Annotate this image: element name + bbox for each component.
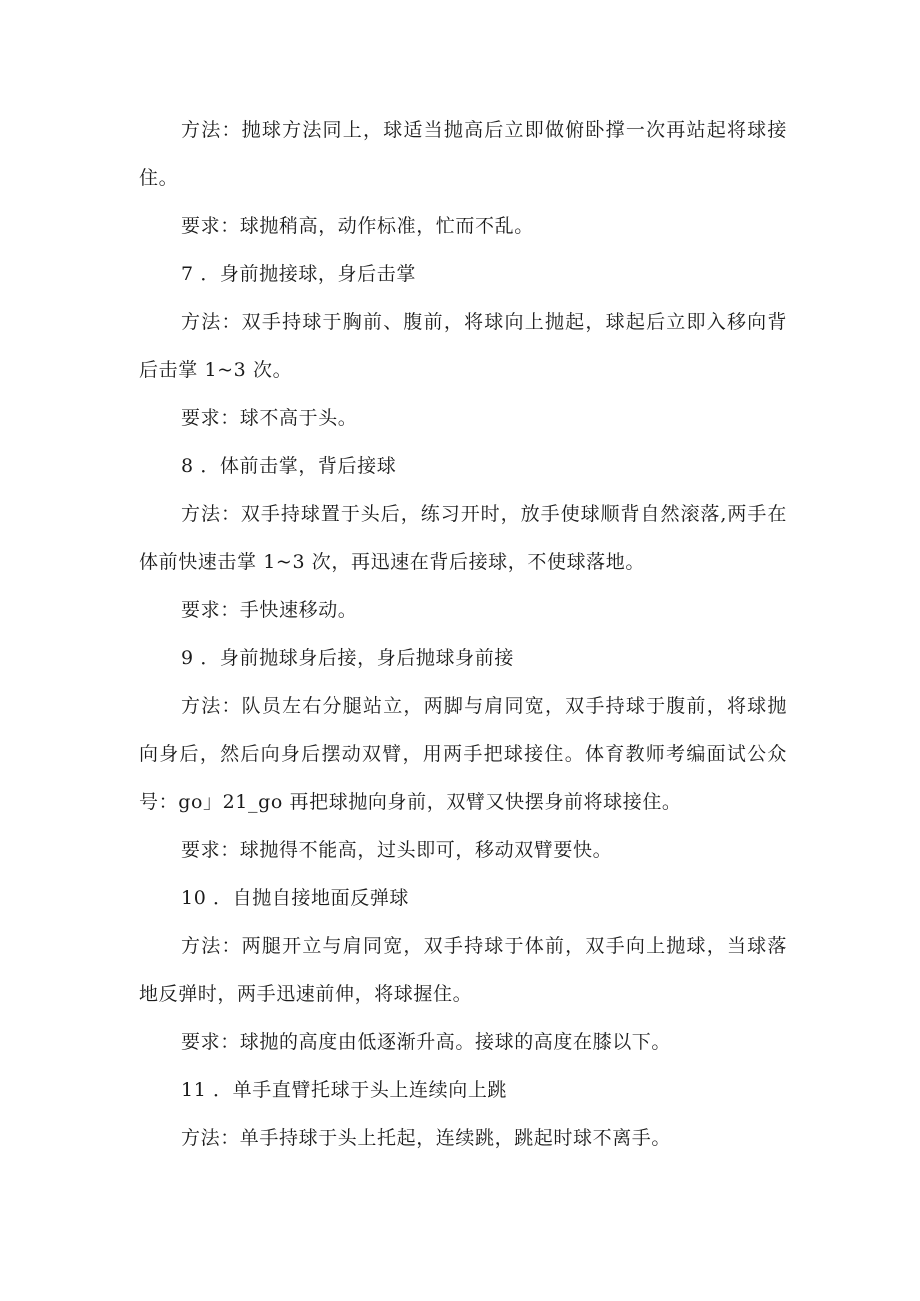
method-paragraph: 方法：抛球方法同上，球适当抛高后立即做俯卧撑一次再站起将球接住。 [139, 119, 787, 189]
method-paragraph: 方法：双手持球于胸前、腹前，将球向上抛起，球起后立即入移向背后击掌 1~3 次。 [139, 311, 787, 381]
section-heading-10: 10 ．自抛自接地面反弹球 [181, 887, 410, 909]
method-paragraph: 方法：两腿开立与肩同宽，双手持球于体前，双手向上抛球，当球落地反弹时，两手迅速前伸，将球握住。 [139, 935, 787, 1005]
requirement-paragraph: 要求：球抛得不能高，过头即可，移动双臂要快。 [181, 839, 613, 861]
method-paragraph: 方法：单手持球于头上托起，连续跳，跳起时球不离手。 [181, 1127, 672, 1149]
section-heading-7: 7 ．身前抛接球，身后击掌 [181, 263, 416, 285]
requirement-paragraph: 要求：球抛稍高，动作标准，忙而不乱。 [181, 215, 534, 237]
document-page [139, 106, 787, 1162]
requirement-paragraph: 要求：球抛的高度由低逐渐升高。接球的高度在膝以下。 [181, 1031, 672, 1053]
requirement-paragraph: 要求：手快速移动。 [181, 599, 358, 621]
section-heading-9: 9 ．身前抛球身后接，身后抛球身前接 [181, 647, 514, 669]
section-heading-8: 8 ．体前击掌，背后接球 [181, 455, 397, 477]
section-heading-11: 11 ．单手直臂托球于头上连续向上跳 [181, 1079, 508, 1101]
method-paragraph: 方法：双手持球置于头后，练习开时，放手使球顺背自然滚落,两手在体前快速击掌 1~3 次，再迅速在背后接球，不使球落地。 [139, 503, 787, 573]
method-paragraph: 方法：队员左右分腿站立，两脚与肩同宽，双手持球于腹前，将球抛向身后，然后向身后摆动双臂，用两手把球接住。体育教师考编面试公众号：go」21_go 再把球抛向身前，双臂又快摆身前将球接住。 [139, 695, 787, 813]
requirement-paragraph: 要求：球不高于头。 [181, 407, 358, 429]
